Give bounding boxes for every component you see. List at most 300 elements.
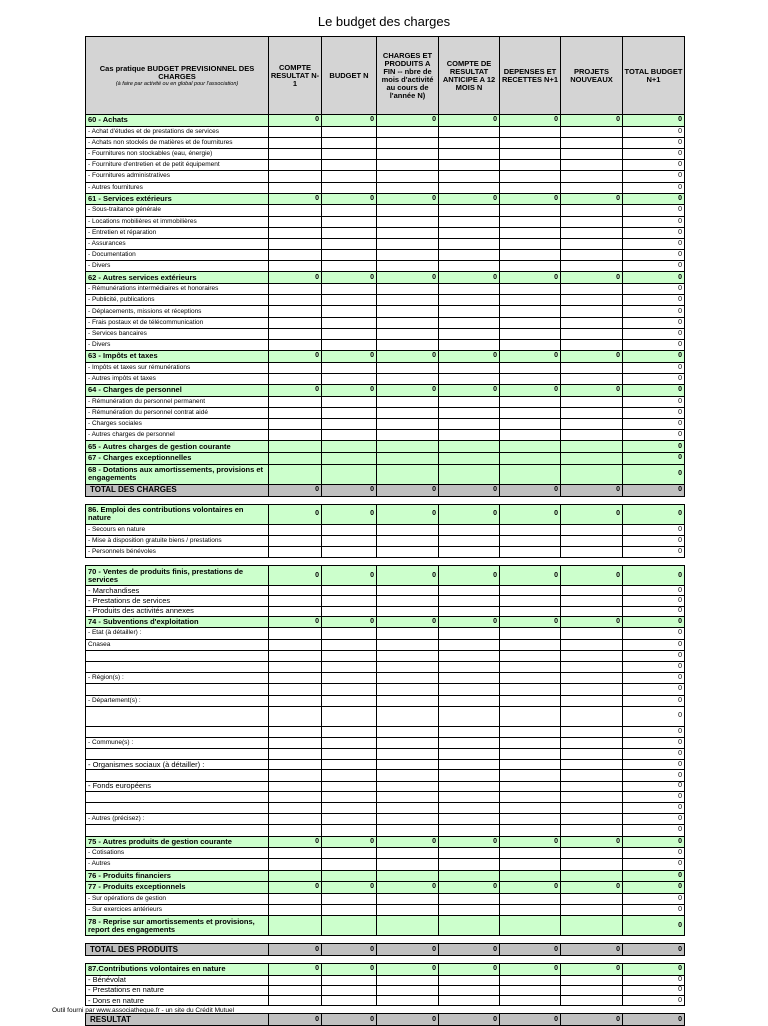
value-cell [561,453,623,465]
value-cell: 0 [561,1014,623,1026]
value-cell: 0 [269,115,322,127]
empty-cell [439,284,500,295]
empty-cell [561,726,623,737]
empty-cell [269,160,322,171]
empty-cell [500,893,561,904]
empty-cell [377,216,439,227]
value-cell: 0 [269,616,322,628]
empty-cell [377,814,439,825]
line-item-label: - Déplacements, missions et réceptions [86,306,269,317]
total-budget-cell: 0 [623,770,685,781]
empty-cell [561,596,623,606]
empty-cell [561,673,623,684]
empty-cell [269,596,322,606]
empty-cell [269,639,322,650]
line-item-row [86,524,685,535]
value-cell: 0 [439,1014,500,1026]
empty-cell [439,760,500,770]
line-item-label: - Fourniture d'entretien et de petit équipement [86,160,269,171]
value-cell: 0 [561,193,623,205]
empty-cell [561,227,623,238]
value-cell: 0 [377,882,439,894]
value-cell: 0 [561,964,623,976]
value-cell: 0 [377,351,439,363]
total-row [86,484,685,496]
empty-cell [500,430,561,441]
empty-cell [500,148,561,159]
line-item-row [86,160,685,171]
line-item-row [86,586,685,596]
empty-cell [377,524,439,535]
section-row [86,836,685,848]
line-item-label: - Charges sociales [86,419,269,430]
total-budget-cell: 0 [623,684,685,695]
value-cell: 0 [322,836,377,848]
empty-cell [561,407,623,418]
empty-cell [561,791,623,802]
value-cell [561,464,623,484]
value-cell: 0 [500,115,561,127]
line-item-label: - Prestations de services [86,596,269,606]
empty-cell [322,295,377,306]
empty-cell [377,171,439,182]
empty-cell [439,306,500,317]
line-item-row [86,295,685,306]
value-cell [561,870,623,882]
total-budget-cell: 0 [623,650,685,661]
empty-cell [322,182,377,193]
empty-cell [269,825,322,836]
empty-cell [269,171,322,182]
empty-cell [269,650,322,661]
value-cell [439,453,500,465]
value-cell: 0 [439,566,500,586]
empty-cell [269,362,322,373]
empty-cell [439,673,500,684]
value-cell: 0 [377,964,439,976]
value-cell [377,916,439,936]
empty-cell [439,791,500,802]
value-cell: 0 [439,882,500,894]
line-item-label: - Services bancaires [86,328,269,339]
header-row [86,37,685,115]
section-row [86,566,685,586]
empty-cell [377,586,439,596]
empty-cell [377,396,439,407]
line-item-row [86,639,685,650]
empty-cell [500,419,561,430]
line-item-label: - Prestations en nature [86,985,269,995]
empty-cell [377,430,439,441]
value-cell [500,916,561,936]
empty-cell [439,695,500,706]
empty-cell [561,373,623,384]
total-budget-cell: 0 [623,328,685,339]
total-budget-cell: 0 [623,1014,685,1026]
total-budget-cell: 0 [623,944,685,956]
value-cell: 0 [322,944,377,956]
empty-cell [500,650,561,661]
line-item-row [86,695,685,706]
empty-cell [439,160,500,171]
line-item-label: - Autres impôts et taxes [86,373,269,384]
empty-cell [269,306,322,317]
line-item-label: - Mise à disposition gratuite biens / prestations [86,535,269,546]
total-budget-cell: 0 [623,193,685,205]
empty-cell [269,339,322,350]
empty-cell [269,586,322,596]
line-item-label: - Organismes sociaux (à détailler) : [86,760,269,770]
empty-cell [269,760,322,770]
empty-cell [269,673,322,684]
empty-cell [561,126,623,137]
empty-cell [322,781,377,791]
empty-cell [561,205,623,216]
total-budget-cell: 0 [623,726,685,737]
empty-cell [500,684,561,695]
empty-cell [561,996,623,1006]
total-budget-cell: 0 [623,749,685,760]
total-budget-cell: 0 [623,295,685,306]
total-budget-cell: 0 [623,306,685,317]
line-item-row [86,825,685,836]
empty-cell [439,661,500,672]
section-label: 87.Contributions volontaires en nature [86,964,269,976]
value-cell: 0 [377,484,439,496]
value-cell [561,916,623,936]
empty-cell [500,295,561,306]
line-item-row [86,238,685,249]
total-budget-cell: 0 [623,916,685,936]
section-label: 61 - Services extérieurs [86,193,269,205]
line-item-row [86,419,685,430]
empty-cell [377,781,439,791]
total-budget-cell: 0 [623,859,685,870]
empty-cell [439,706,500,726]
value-cell: 0 [561,272,623,284]
empty-cell [500,306,561,317]
header-col: COMPTE DE RESULTAT ANTICIPE A 12 MOIS N [439,37,500,115]
empty-cell [377,596,439,606]
empty-cell [500,137,561,148]
empty-cell [500,996,561,1006]
total-budget-cell: 0 [623,781,685,791]
empty-cell [561,825,623,836]
empty-cell [561,182,623,193]
total-budget-cell: 0 [623,227,685,238]
empty-cell [377,737,439,748]
empty-cell [561,547,623,558]
empty-cell [439,781,500,791]
empty-cell [269,781,322,791]
section-row [86,616,685,628]
total-budget-cell: 0 [623,893,685,904]
total-budget-cell: 0 [623,373,685,384]
empty-cell [377,848,439,859]
line-item-label: - Fournitures administratives [86,171,269,182]
value-cell: 0 [269,193,322,205]
empty-cell [561,803,623,814]
line-item-row [86,985,685,995]
line-item-row [86,227,685,238]
total-budget-cell: 0 [623,695,685,706]
empty-cell [377,148,439,159]
empty-cell [269,547,322,558]
empty-cell [500,859,561,870]
empty-cell [561,171,623,182]
empty-cell [269,859,322,870]
value-cell: 0 [500,964,561,976]
empty-cell [269,535,322,546]
empty-cell [322,205,377,216]
empty-cell [439,238,500,249]
empty-cell [322,706,377,726]
spacer-row [86,936,685,944]
empty-cell [269,661,322,672]
line-item-row [86,362,685,373]
value-cell: 0 [500,351,561,363]
empty-cell [322,760,377,770]
empty-cell [377,238,439,249]
total-budget-cell: 0 [623,628,685,639]
empty-cell [561,628,623,639]
header-col: COMPTE RESULTAT N-1 [269,37,322,115]
total-budget-cell: 0 [623,182,685,193]
line-item-label: - Frais postaux et de télécommunication [86,317,269,328]
line-item-label: - Fonds européens [86,781,269,791]
empty-cell [561,650,623,661]
empty-cell [377,126,439,137]
value-cell: 0 [322,385,377,397]
empty-cell [322,628,377,639]
value-cell: 0 [322,566,377,586]
empty-cell [439,261,500,272]
total-budget-cell: 0 [623,996,685,1006]
section-row [86,115,685,127]
header-col: DEPENSES ET RECETTES N+1 [500,37,561,115]
line-item-row [86,848,685,859]
empty-cell [439,535,500,546]
value-cell: 0 [561,882,623,894]
empty-cell [377,749,439,760]
total-budget-cell: 0 [623,882,685,894]
empty-cell [322,985,377,995]
empty-cell [322,859,377,870]
empty-cell [269,706,322,726]
value-cell: 0 [439,944,500,956]
value-cell: 0 [500,272,561,284]
line-item-row [86,628,685,639]
empty-cell [377,227,439,238]
empty-cell [439,407,500,418]
empty-cell [322,596,377,606]
empty-cell [269,261,322,272]
value-cell: 0 [377,193,439,205]
total-budget-cell: 0 [623,115,685,127]
empty-cell [561,781,623,791]
empty-cell [269,205,322,216]
total-budget-cell: 0 [623,535,685,546]
line-item-label [86,825,269,836]
empty-cell [561,317,623,328]
empty-cell [561,328,623,339]
empty-cell [322,216,377,227]
empty-cell [500,250,561,261]
empty-cell [322,586,377,596]
spacer-row [86,558,685,566]
total-budget-cell: 0 [623,396,685,407]
total-budget-cell: 0 [623,504,685,524]
empty-cell [322,848,377,859]
total-budget-cell: 0 [623,870,685,882]
empty-cell [439,859,500,870]
empty-cell [322,791,377,802]
section-row [86,964,685,976]
empty-cell [561,535,623,546]
empty-cell [500,596,561,606]
empty-cell [561,339,623,350]
section-label: 65 - Autres charges de gestion courante [86,441,269,453]
value-cell [322,441,377,453]
empty-cell [269,803,322,814]
line-item-label: - Divers [86,339,269,350]
line-item-row [86,770,685,781]
empty-cell [561,306,623,317]
value-cell: 0 [439,836,500,848]
value-cell: 0 [322,1014,377,1026]
section-label: 77 - Produits exceptionnels [86,882,269,894]
empty-cell [439,227,500,238]
empty-cell [377,628,439,639]
value-cell: 0 [500,1014,561,1026]
line-item-row [86,407,685,418]
section-label: 64 - Charges de personnel [86,385,269,397]
header-col: CHARGES ET PRODUITS A FIN -- nbre de mois d'activité au cours de l'année N) [377,37,439,115]
empty-cell [561,770,623,781]
total-budget-cell: 0 [623,160,685,171]
empty-cell [500,673,561,684]
line-item-row [86,126,685,137]
empty-cell [561,586,623,596]
empty-cell [322,749,377,760]
value-cell: 0 [269,964,322,976]
empty-cell [439,749,500,760]
empty-cell [377,306,439,317]
empty-cell [322,160,377,171]
section-label: 60 - Achats [86,115,269,127]
empty-cell [439,171,500,182]
empty-cell [377,803,439,814]
empty-cell [500,975,561,985]
total-budget-cell: 0 [623,964,685,976]
value-cell: 0 [439,272,500,284]
value-cell: 0 [500,484,561,496]
line-item-label: - Secours en nature [86,524,269,535]
header-col: BUDGET N [322,37,377,115]
empty-cell [561,737,623,748]
empty-cell [269,328,322,339]
empty-cell [500,328,561,339]
empty-cell [322,726,377,737]
value-cell: 0 [439,115,500,127]
line-item-row [86,182,685,193]
section-label: 75 - Autres produits de gestion courante [86,836,269,848]
empty-cell [269,814,322,825]
empty-cell [377,407,439,418]
empty-cell [322,803,377,814]
empty-cell [561,606,623,616]
total-budget-cell: 0 [623,430,685,441]
line-item-label: - Achat d'études et de prestations de services [86,126,269,137]
line-item-label [86,684,269,695]
empty-cell [500,396,561,407]
value-cell: 0 [377,385,439,397]
total-budget-cell: 0 [623,238,685,249]
value-cell: 0 [561,385,623,397]
line-item-row [86,328,685,339]
total-budget-cell: 0 [623,803,685,814]
empty-cell [500,791,561,802]
spacer-cell [86,558,685,566]
total-budget-cell: 0 [623,148,685,159]
empty-cell [322,328,377,339]
total-budget-cell: 0 [623,453,685,465]
empty-cell [322,339,377,350]
empty-cell [322,996,377,1006]
empty-cell [322,673,377,684]
total-budget-cell: 0 [623,261,685,272]
line-item-row [86,535,685,546]
empty-cell [269,126,322,137]
empty-cell [377,535,439,546]
section-row [86,464,685,484]
value-cell: 0 [500,616,561,628]
empty-cell [269,996,322,1006]
empty-cell [561,216,623,227]
total-budget-cell: 0 [623,791,685,802]
empty-cell [500,238,561,249]
empty-cell [439,396,500,407]
value-cell: 0 [269,882,322,894]
empty-cell [269,396,322,407]
value-cell: 0 [377,616,439,628]
empty-cell [561,848,623,859]
empty-cell [269,216,322,227]
empty-cell [561,524,623,535]
section-row [86,870,685,882]
empty-cell [322,904,377,915]
total-budget-cell: 0 [623,171,685,182]
empty-cell [377,684,439,695]
line-item-row [86,814,685,825]
empty-cell [322,396,377,407]
empty-cell [439,893,500,904]
line-item-row [86,726,685,737]
empty-cell [322,975,377,985]
empty-cell [322,238,377,249]
empty-cell [269,975,322,985]
value-cell: 0 [561,616,623,628]
empty-cell [269,407,322,418]
page-title: Le budget des charges [317,14,451,29]
empty-cell [322,261,377,272]
empty-cell [377,859,439,870]
line-item-row [86,749,685,760]
section-row [86,441,685,453]
total-budget-cell: 0 [623,362,685,373]
empty-cell [377,250,439,261]
value-cell: 0 [377,1014,439,1026]
